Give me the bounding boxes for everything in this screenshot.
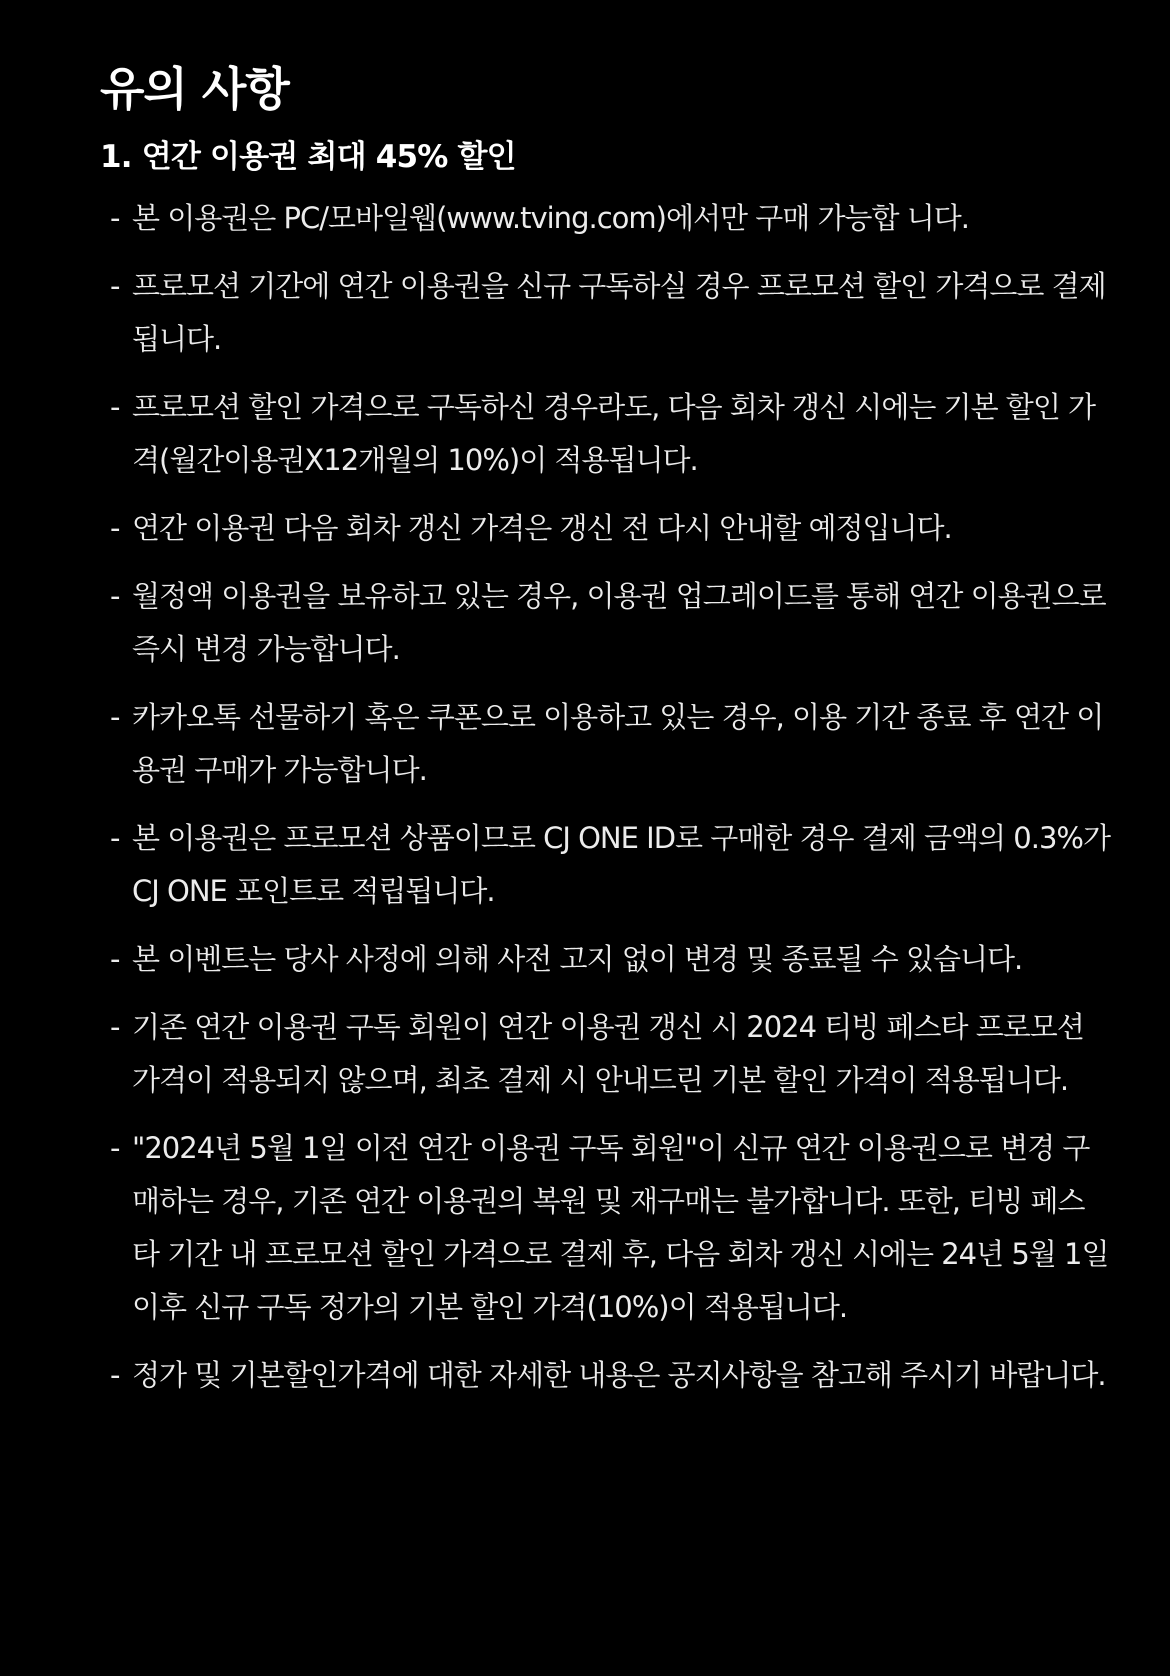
bullet-dash: -: [110, 269, 120, 303]
bullet-dash: -: [110, 201, 120, 235]
bullet-dash: -: [110, 390, 120, 424]
notice-item: [100, 381, 1110, 487]
notice-text: 기존 연간 이용권 구독 회원이 연간 이용권 갱신 시 2024 티빙 페스타 프로모션 가격이 적용되지 않으며, 최초 결제 시 안내드린 기본 할인 가격이 적용됩니다.: [132, 1010, 1084, 1097]
bullet-dash: -: [110, 1358, 120, 1392]
section-title: 1. 연간 이용권 최대 45% 할인: [100, 139, 516, 175]
notice-text: 프로모션 할인 가격으로 구독하신 경우라도, 다음 회차 갱신 시에는 기본 할인 가격(월간이용권X12개월의 10%)이 적용됩니다.: [132, 390, 1096, 477]
notice-item: [100, 691, 1110, 797]
notes-list: [100, 192, 1110, 1402]
notice-text: "2024년 5월 1일 이전 연간 이용권 구독 회원"이 신규 연간 이용권으로 변경 구매하는 경우, 기존 연간 이용권의 복원 및 재구매는 불가합니다. 또한, 티빙 페스타 기간 내 프로모션 할인 가격으로 결제 후, 다음 회차 갱신 시에는 24년 5월 1일 이후 신규 구독 정가의 기본 할인 가격(10%)이 적용됩니다.: [132, 1131, 1109, 1324]
notice-text: 본 이용권은 프로모션 상품이므로 CJ ONE ID로 구매한 경우 결제 금액의 0.3%가 CJ ONE 포인트로 적립됩니다.: [132, 821, 1110, 908]
bullet-dash: -: [110, 821, 120, 855]
notice-item: [100, 933, 1110, 986]
bullet-dash: -: [110, 579, 120, 613]
bullet-dash: -: [110, 511, 120, 545]
notice-item: [100, 812, 1110, 918]
notice-item: [100, 1122, 1110, 1334]
bullet-dash: -: [110, 1010, 120, 1044]
notice-text: 정가 및 기본할인가격에 대한 자세한 내용은 공지사항을 참고해 주시기 바랍니다.: [132, 1358, 1106, 1392]
notice-item: [100, 502, 1110, 555]
page-title: 유의 사항: [100, 62, 289, 116]
notice-item: [100, 1349, 1110, 1402]
notice-text: 프로모션 기간에 연간 이용권을 신규 구독하실 경우 프로모션 할인 가격으로 결제됩니다.: [132, 269, 1106, 356]
bullet-dash: -: [110, 942, 120, 976]
notice-text: 월정액 이용권을 보유하고 있는 경우, 이용권 업그레이드를 통해 연간 이용권으로 즉시 변경 가능합니다.: [132, 579, 1106, 666]
bullet-dash: -: [110, 700, 120, 734]
bullet-dash: -: [110, 1131, 120, 1165]
notice-item: [100, 260, 1110, 366]
notice-text: 본 이용권은 PC/모바일웹(www.tving.com)에서만 구매 가능합 니다.: [132, 201, 969, 235]
notice-item: [100, 192, 1110, 245]
notice-item: [100, 1001, 1110, 1107]
notice-text: 본 이벤트는 당사 사정에 의해 사전 고지 없이 변경 및 종료될 수 있습니다.: [132, 942, 1023, 976]
notice-item: [100, 570, 1110, 676]
notice-text: 카카오톡 선물하기 혹은 쿠폰으로 이용하고 있는 경우, 이용 기간 종료 후 연간 이용권 구매가 가능합니다.: [132, 700, 1104, 787]
notice-text: 연간 이용권 다음 회차 갱신 가격은 갱신 전 다시 안내할 예정입니다.: [132, 511, 952, 545]
